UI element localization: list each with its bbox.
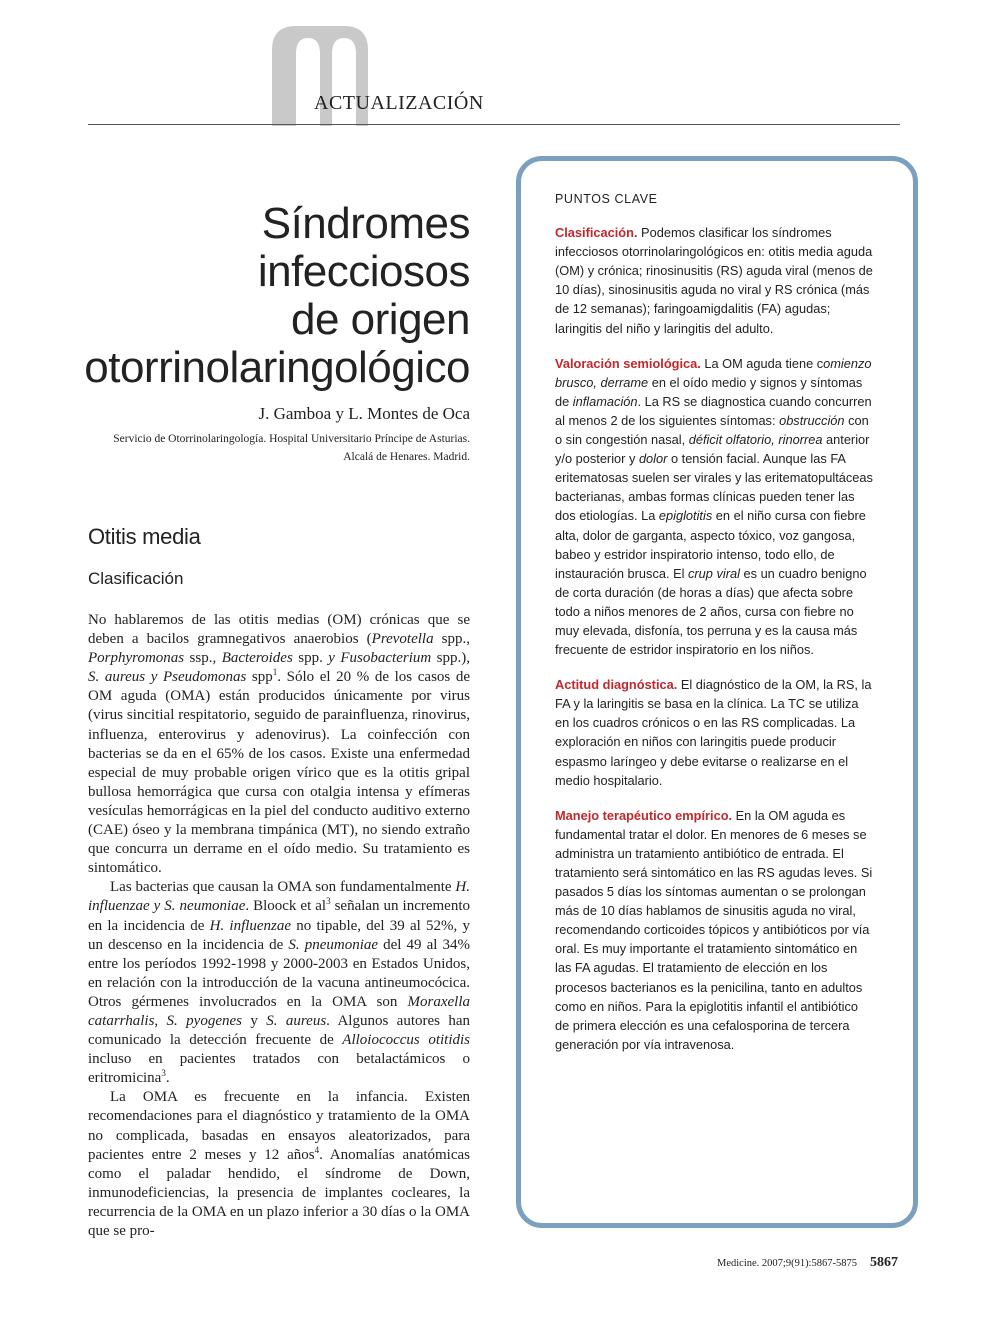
body-text bbox=[88, 611, 470, 1241]
title-line: otorrinolaringológico bbox=[84, 343, 470, 392]
key-point-label: Valoración semiológica. bbox=[555, 355, 701, 371]
citation: Medicine. 2007;9(91):5867-5875 bbox=[717, 1258, 857, 1269]
paragraph: La OMA es frecuente en la infancia. Existen recomendaciones para el diagnóstico y tratamiento de la OMA no complicada, basadas en ensayos aleatorizados, para pacientes entre 2 meses y 12 años$^4$. Anomalías anatómicas como el paladar hendido, el síndrome de Down, inmunodeficiencias, la presencia de implantes cocleares, la recurrencia de la OMA en un plazo inferior a 30 días o la OMA que se pro- bbox=[88, 1089, 471, 1239]
key-points-content bbox=[555, 190, 873, 1070]
paragraph: No hablaremos de las otitis medias (OM) crónicas que se deben a bacilos gramnegativos anaerobios (Prevotella spp., Porphyromonas ssp., Bacteroides spp. y Fusobacterium spp.), S. aureus y Pseudomonas spp$^1$. Sólo el 20 % de los casos de OM aguda (OMA) están producidos únicamente por virus (virus sincitial respitatorio, seguido de parainfluenza, rinovirus, influenza, enterovirus y adenovirus). La coinfección con bacterias se da en el 65% de los casos. Existe una enfermedad especial de muy probable origen vírico que es la otitis gripal bullosa hemorrágica que cursa con otalgia intensa y efímeras vesículas hemorrágicas en la piel del conducto auditivo externo (CAE) óseo y la membrana timpánica (MT), no siendo extraño que concurra un derrame en el oído medio. Su tratamiento es sintomático. bbox=[88, 612, 471, 877]
key-point-label: Manejo terapéutico empírico. bbox=[555, 807, 733, 823]
key-points-title: PUNTOS CLAVE bbox=[555, 192, 658, 206]
title-line: infecciosos bbox=[257, 247, 470, 296]
affiliation bbox=[60, 430, 470, 466]
subsection-heading: Clasificación bbox=[88, 569, 184, 588]
key-point: Clasificación. Podemos clasificar los síndromes infecciosos otorrinolaringológicos en: otitis media aguda (OM) y crónica; rinosinusitis (RS) aguda viral (menos de 10 días), sinosinusitis aguda no viral y RS crónica (más de 12 semanas); faringoamigdalitis (FA) agudas; laringitis del niño y laringitis del adulto. bbox=[555, 225, 873, 336]
key-point: Manejo terapéutico empírico. En la OM aguda es fundamental tratar el dolor. En menores de 6 meses se administra un tratamiento antibiótico de entrada. El tratamiento será sintomático en las RS agudas leves. Si pasados 5 días los síntomas aumentan o se prolongan más de 10 días hablamos de sinusitis aguda no viral, recomendando corticoides tópicos y antibióticos por vía oral. Es muy importante el tratamiento sintomático en las FA agudas. El tratamiento de elección en los procesos bacterianos es la penicilina, tanto en adultos como en niños. Para la epiglotitis infantil el antibiótico de primera elección es una cefalosporina de tercera generación por vía intravenosa. bbox=[555, 807, 873, 1052]
header-divider bbox=[88, 124, 900, 125]
paragraph: Las bacterias que causan la OMA son fundamentalmente H. influenzae y S. neumoniae. Bloock et $al^3$ señalan un incremento en la incidencia de H. influenzae no tipable, del 39 al 52%, y un descenso en la incidencia de S. pneumoniae del 49 al 34% entre los períodos 1992-1998 y 2000-2003 en Estados Unidos, en relación con la introducción de la vacuna antineumocócica. Otros gérmenes involucrados en la OMA son Moraxella catarrhalis, S. pyogenes y S. aureus. Algunos autores han comunicado la detección frecuente de Alloiococcus otitidis incluso en pacientes tratados con betalactámicos o eritromicina$^3$. bbox=[88, 879, 471, 1087]
key-point: Valoración semiológica. La OM aguda tiene comienzo brusco, derrame en el oído medio y signos y síntomas de inflamación. La RS se diagnostica cuando concurren al menos 2 de los siguientes síntomas: obstrucción con o sin congestión nasal, déficit olfatorio, rinorrea anterior y/o posterior y dolor o tensión facial. Aunque las FA eritematosas suelen ser virales y las eritematopultáceas bacterianas, ambas formas clínicas pueden tener las dos etiologías. La epiglotitis en el niño cursa con fiebre alta, dolor de garganta, aspecto tóxico, voz gangosa, babeo y estridor inspiratorio intenso, todo ello, de instauración brusca. El crup viral es un cuadro benigno de corta duración (de horas a días) que afecta sobre todo a niños menores de 2 años, cursa con fiebre no muy elevada, disfonía, tos perruna y es la causa más frecuente de estridor inspiratorio en los niños. bbox=[555, 355, 873, 658]
section-label: ACTUALIZACIÓN bbox=[314, 92, 484, 114]
article-title bbox=[60, 200, 470, 392]
key-point-label: Actitud diagnóstica. bbox=[555, 677, 678, 693]
title-line: de origen bbox=[291, 295, 470, 344]
affiliation-line: Servicio de Otorrinolaringología. Hospital Universitario Príncipe de Asturias. bbox=[113, 433, 470, 445]
title-line: Síndromes bbox=[261, 199, 470, 248]
page-number: 5867 bbox=[870, 1255, 898, 1270]
key-point: Actitud diagnóstica. El diagnóstico de la OM, la RS, la FA y la laringitis se basa en la clínica. La TC se utiliza en los cuadros crónicos o en las RS complicadas. La exploración en niños con laringitis puede producir espasmo laríngeo y debe evitarse o realizarse en el medio hospitalario. bbox=[555, 677, 872, 788]
key-point-label: Clasificación. bbox=[555, 225, 638, 241]
section-heading: Otitis media bbox=[88, 524, 201, 549]
affiliation-line: Alcalá de Henares. Madrid. bbox=[343, 451, 470, 463]
authors: J. Gamboa y L. Montes de Oca bbox=[258, 404, 470, 423]
